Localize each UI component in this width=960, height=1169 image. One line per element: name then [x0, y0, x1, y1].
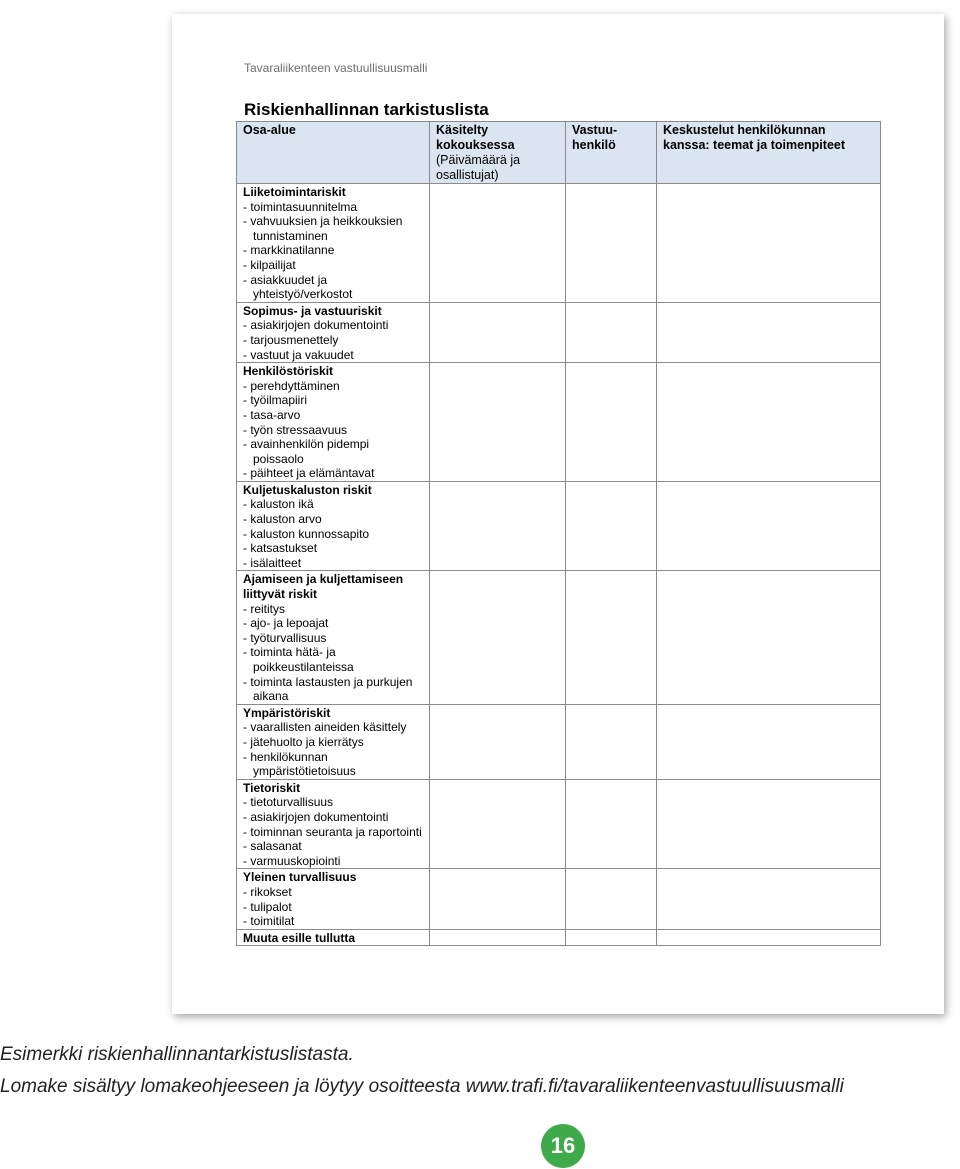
discussion-cell[interactable] [657, 704, 881, 779]
risk-area-cell [237, 704, 430, 779]
risk-item: - vastuut ja vakuudet [243, 347, 354, 362]
risk-checklist-table [236, 121, 881, 946]
table-row [237, 869, 881, 929]
column-header-discussion: Keskustelut henkilökunnan kanssa: teemat ja toimenpiteet [657, 122, 881, 184]
risk-item: - toiminta hätä- ja poikkeustilanteissa [243, 645, 354, 674]
risk-area-cell [237, 302, 430, 362]
risk-item: - rikokset [243, 884, 292, 899]
risk-item-list [237, 379, 429, 481]
table-row [237, 779, 881, 869]
column-header-handled-title: Käsitelty kokouksessa [436, 123, 515, 152]
handled-cell[interactable] [430, 929, 566, 946]
responsible-cell[interactable] [566, 929, 657, 946]
risk-item: - kilpailijat [243, 257, 296, 272]
risk-item: - vahvuuksien ja heikkouksien tunnistaminen [243, 214, 403, 243]
caption-line-2: Lomake sisältyy lomakeohjeeseen ja löytyy osoitteesta www.trafi.fi/tavaraliikenteenvastuullisuusmalli [0, 1076, 844, 1097]
risk-item: - vaarallisten aineiden käsittely [243, 720, 407, 735]
discussion-cell[interactable] [657, 363, 881, 482]
risk-item: - jätehuolto ja kierrätys [243, 734, 364, 749]
risk-category-title: Kuljetuskaluston riskit [243, 482, 372, 497]
handled-cell[interactable] [430, 481, 566, 571]
responsible-cell[interactable] [566, 869, 657, 929]
risk-item: - asiakirjojen dokumentointi [243, 318, 389, 333]
risk-item: - salasanat [243, 839, 302, 854]
responsible-cell[interactable] [566, 571, 657, 704]
risk-area-cell [237, 779, 430, 869]
risk-area-cell [237, 571, 430, 704]
table-row [237, 571, 881, 704]
risk-item: - toiminta lastausten ja purkujen aikana [243, 674, 413, 704]
risk-item-list [237, 795, 429, 868]
risk-category-title: Henkilöstöriskit [243, 364, 334, 379]
risk-category-title: Muuta esille tullutta [243, 930, 356, 945]
discussion-cell[interactable] [657, 869, 881, 929]
page-number-badge: 16 [541, 1124, 585, 1168]
risk-item: - toiminnan seuranta ja raportointi [243, 824, 422, 839]
risk-item: - isälaitteet [243, 555, 302, 570]
risk-item-list [237, 885, 429, 929]
risk-item: - päihteet ja elämäntavat [243, 466, 375, 481]
table-row [237, 481, 881, 571]
risk-category-title: Liiketoimintariskit [243, 185, 346, 199]
risk-item: - markkinatilanne [243, 243, 335, 258]
risk-item: - työn stressaavuus [243, 422, 348, 437]
responsible-cell[interactable] [566, 363, 657, 482]
risk-area-cell [237, 184, 430, 303]
risk-category-title: Tietoriskit [243, 780, 301, 795]
table-header-row [237, 122, 881, 184]
risk-item: - työilmapiiri [243, 393, 308, 408]
risk-category-title: Ympäristöriskit [243, 705, 331, 720]
risk-item-list [237, 497, 429, 570]
risk-item: - tulipalot [243, 899, 292, 914]
discussion-cell[interactable] [657, 571, 881, 704]
risk-item: - katsastukset [243, 541, 318, 556]
handled-cell[interactable] [430, 779, 566, 869]
risk-item: - tietoturvallisuus [243, 795, 334, 810]
document-title: Riskienhallinnan tarkistuslista [244, 100, 489, 119]
table-row [237, 929, 881, 946]
table-row [237, 184, 881, 303]
risk-item: - kaluston ikä [243, 497, 314, 512]
risk-area-cell [237, 481, 430, 571]
table-row [237, 704, 881, 779]
handled-cell[interactable] [430, 869, 566, 929]
caption-line-1: Esimerkki riskienhallinnantarkistuslistasta. [0, 1044, 354, 1065]
responsible-cell[interactable] [566, 779, 657, 869]
risk-category-title: Sopimus- ja vastuuriskit [243, 303, 382, 318]
running-header: Tavaraliikenteen vastuullisuusmalli [244, 61, 428, 75]
risk-area-cell [237, 869, 430, 929]
risk-item: - reititys [243, 601, 285, 616]
risk-item: - tasa-arvo [243, 407, 301, 422]
risk-item: - varmuuskopiointi [243, 853, 341, 868]
risk-item-list [237, 318, 429, 362]
discussion-cell[interactable] [657, 929, 881, 946]
risk-item: - kaluston arvo [243, 512, 322, 527]
risk-area-cell [237, 929, 430, 946]
responsible-cell[interactable] [566, 704, 657, 779]
table-row [237, 302, 881, 362]
column-header-area: Osa-alue [237, 122, 430, 184]
handled-cell[interactable] [430, 571, 566, 704]
risk-item-list [237, 720, 429, 778]
risk-item: - ajo- ja lepoajat [243, 616, 329, 631]
risk-category-title: Yleinen turvallisuus [243, 870, 357, 885]
handled-cell[interactable] [430, 363, 566, 482]
responsible-cell[interactable] [566, 302, 657, 362]
risk-item: - kaluston kunnossapito [243, 526, 370, 541]
risk-item-list [237, 602, 429, 704]
risk-item-list [237, 200, 429, 302]
risk-item: - toimintasuunnitelma [243, 199, 358, 214]
risk-item: - työturvallisuus [243, 630, 327, 645]
column-header-responsible: Vastuu-henkilö [566, 122, 657, 184]
handled-cell[interactable] [430, 704, 566, 779]
column-header-handled-sub: (Päivämäärä ja osallistujat) [436, 153, 521, 182]
risk-item: - avainhenkilön pidempi poissaolo [243, 437, 370, 466]
risk-category-title: Ajamiseen ja kuljettamiseen liittyvät riskit [243, 572, 404, 602]
risk-area-cell [237, 363, 430, 482]
risk-item: - toimitilat [243, 914, 295, 929]
risk-item: - asiakkuudet ja yhteistyö/verkostot [243, 272, 353, 302]
risk-item: - henkilökunnan ympäristötietoisuus [243, 749, 356, 779]
responsible-cell[interactable] [566, 481, 657, 571]
discussion-cell[interactable] [657, 184, 881, 303]
handled-cell[interactable] [430, 184, 566, 303]
discussion-cell[interactable] [657, 779, 881, 869]
discussion-cell[interactable] [657, 302, 881, 362]
column-header-handled [430, 122, 566, 184]
risk-item: - asiakirjojen dokumentointi [243, 809, 389, 824]
risk-item: - perehdyttäminen [243, 378, 340, 393]
discussion-cell[interactable] [657, 481, 881, 571]
document-page [172, 14, 944, 1014]
table-row [237, 363, 881, 482]
risk-item: - tarjousmenettely [243, 332, 339, 347]
responsible-cell[interactable] [566, 184, 657, 303]
handled-cell[interactable] [430, 302, 566, 362]
